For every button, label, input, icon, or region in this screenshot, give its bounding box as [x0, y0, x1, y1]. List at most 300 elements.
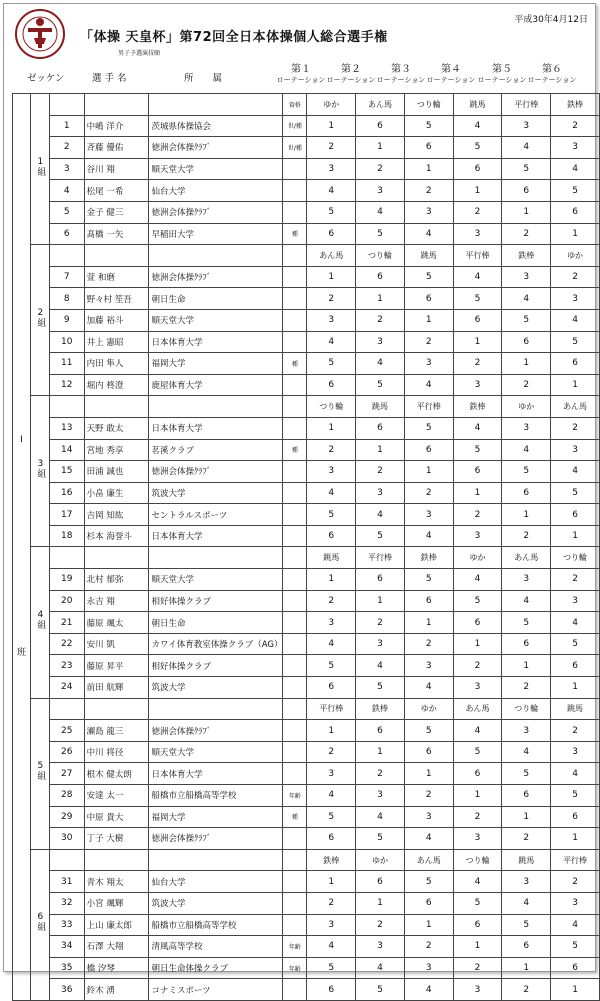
rotation-order: 2 [307, 741, 356, 763]
rotation-sublabel: ローテーション [326, 76, 376, 84]
rotation-order: 3 [404, 957, 453, 979]
athlete-name: 瀬島 龍三 [84, 720, 149, 742]
rotation-order: 3 [307, 309, 356, 331]
qualification: 年齢 [283, 785, 307, 807]
athlete-affiliation: 徳洲会体操ｸﾗﾌﾞ [149, 201, 283, 223]
rotation-order: 3 [404, 201, 453, 223]
bib-number: 1 [49, 115, 84, 137]
rotation-order: 1 [502, 353, 551, 375]
blank-cell [49, 849, 84, 871]
blank-cell [283, 245, 307, 267]
rotation-order: 3 [453, 677, 502, 699]
athlete-name: 井上 憲昭 [84, 331, 149, 353]
affiliation-column-header: 所 属 [184, 73, 223, 84]
athlete-affiliation: 朝日生命 [149, 612, 283, 634]
rotation-order: 2 [453, 957, 502, 979]
qualification [283, 655, 307, 677]
apparatus-label: つり輪 [453, 849, 502, 871]
rotation-order: 1 [453, 180, 502, 202]
rotation-order: 3 [453, 525, 502, 547]
rotation-order: 6 [551, 353, 600, 375]
athlete-affiliation: コナミスポーツ [149, 979, 283, 1001]
apparatus-label: 平行棒 [453, 245, 502, 267]
group-label [30, 245, 49, 396]
rotation-header-4 [426, 64, 476, 86]
rotation-order: 3 [551, 137, 600, 159]
athlete-affiliation: 仙台大学 [149, 180, 283, 202]
rotation-order: 4 [356, 201, 405, 223]
apparatus-label: ゆか [453, 547, 502, 569]
rotation-order: 4 [453, 115, 502, 137]
rotation-order: 1 [356, 288, 405, 310]
rotation-order: 5 [307, 957, 356, 979]
rotation-order: 5 [551, 633, 600, 655]
blank-cell [49, 547, 84, 569]
rotation-order: 5 [502, 914, 551, 936]
qualification [283, 763, 307, 785]
athlete-name: 中原 貴大 [84, 806, 149, 828]
rotation-order: 1 [453, 331, 502, 353]
rotation-order: 6 [551, 201, 600, 223]
rotation-order: 2 [404, 936, 453, 958]
rotation-order: 5 [404, 115, 453, 137]
rotation-order: 1 [356, 590, 405, 612]
rotation-order: 6 [502, 180, 551, 202]
rotation-order: 6 [356, 417, 405, 439]
athlete-row [13, 353, 600, 375]
rotation-order: 1 [551, 223, 600, 245]
rotation-order: 5 [453, 741, 502, 763]
athlete-row [13, 720, 600, 742]
group-label [30, 547, 49, 698]
athlete-name: 中嶋 洋介 [84, 115, 149, 137]
rotation-order: 5 [551, 331, 600, 353]
rotation-order: 1 [307, 266, 356, 288]
athlete-name: 上山 廉太郎 [84, 914, 149, 936]
apparatus-label: 平行棒 [404, 396, 453, 418]
athlete-row [13, 828, 600, 850]
rotation-order: 1 [453, 482, 502, 504]
group-label-text: 4組 [35, 610, 46, 630]
athlete-affiliation: 鹿屋体育大学 [149, 374, 283, 396]
group-event-row [13, 698, 600, 720]
rotation-order: 4 [356, 655, 405, 677]
rotation-order: 6 [356, 115, 405, 137]
athlete-row [13, 914, 600, 936]
group-event-row [13, 245, 600, 267]
qualification: 世/種 [283, 137, 307, 159]
rotation-label: 第５ [492, 64, 512, 75]
athlete-row [13, 892, 600, 914]
athlete-name: 丁子 大樹 [84, 828, 149, 850]
athlete-name: 斉藤 優佑 [84, 137, 149, 159]
han-top-label: Ⅰ [20, 435, 23, 446]
rotation-order: 5 [502, 763, 551, 785]
athlete-row [13, 677, 600, 699]
rotation-order: 6 [453, 309, 502, 331]
bib-number: 2 [49, 137, 84, 159]
rotation-order: 3 [356, 482, 405, 504]
blank-cell [283, 396, 307, 418]
rotation-order: 6 [453, 158, 502, 180]
rotation-order: 3 [551, 892, 600, 914]
rotation-order: 5 [453, 137, 502, 159]
rotation-order: 3 [356, 633, 405, 655]
athlete-affiliation: 日本体育大学 [149, 525, 283, 547]
jga-logo [14, 8, 66, 60]
rotation-order: 3 [307, 158, 356, 180]
rotation-order: 2 [404, 482, 453, 504]
apparatus-label: 跳馬 [404, 245, 453, 267]
rotation-order: 5 [356, 828, 405, 850]
athlete-affiliation: 徳洲会体操ｸﾗﾌﾞ [149, 266, 283, 288]
qualification [283, 201, 307, 223]
bib-number: 18 [49, 525, 84, 547]
rotation-order: 3 [356, 331, 405, 353]
athlete-affiliation: セントラルスポーツ [149, 504, 283, 526]
bib-column-header: ゼッケン [27, 73, 65, 84]
athlete-name: 青木 翔太 [84, 871, 149, 893]
athlete-affiliation: 相好体操クラブ [149, 655, 283, 677]
athlete-row [13, 936, 600, 958]
athlete-name: 堀内 柊澄 [84, 374, 149, 396]
qualification [283, 331, 307, 353]
rotation-order: 4 [307, 180, 356, 202]
rotation-order: 2 [404, 331, 453, 353]
blank-cell [283, 547, 307, 569]
page-title: 「体操 天皇杯」第72回全日本体操個人総合選手権 [80, 30, 388, 45]
blank-cell [84, 94, 149, 116]
rotation-order: 5 [307, 655, 356, 677]
apparatus-label: 鉄棒 [551, 94, 600, 116]
rotation-order: 1 [404, 461, 453, 483]
qualification [283, 871, 307, 893]
qualification [283, 979, 307, 1001]
rotation-order: 5 [356, 374, 405, 396]
rotation-label: 第４ [441, 64, 461, 75]
athlete-row [13, 504, 600, 526]
athlete-name: 吉岡 知紘 [84, 504, 149, 526]
rotation-order: 2 [307, 590, 356, 612]
bib-number: 11 [49, 353, 84, 375]
rotation-order: 5 [356, 223, 405, 245]
bib-number: 34 [49, 936, 84, 958]
rotation-order: 2 [356, 763, 405, 785]
athlete-row [13, 137, 600, 159]
athlete-name: 宮地 秀享 [84, 439, 149, 461]
rotation-order: 1 [404, 914, 453, 936]
rotation-order: 6 [404, 892, 453, 914]
rotation-order: 3 [453, 828, 502, 850]
rotation-order: 1 [551, 677, 600, 699]
apparatus-label: あん馬 [453, 698, 502, 720]
athlete-row [13, 612, 600, 634]
athlete-name: 髙橋 一矢 [84, 223, 149, 245]
rotation-order: 4 [404, 979, 453, 1001]
apparatus-label: 平行棒 [307, 698, 356, 720]
rotation-order: 6 [453, 763, 502, 785]
qualification: 種 [283, 223, 307, 245]
group-label [30, 94, 49, 245]
athlete-row [13, 461, 600, 483]
athlete-affiliation: 福岡大学 [149, 806, 283, 828]
rotation-order: 4 [453, 871, 502, 893]
rotation-order: 2 [453, 655, 502, 677]
athlete-name: 橋 汐琴 [84, 957, 149, 979]
rotation-order: 3 [404, 353, 453, 375]
apparatus-label: 平行棒 [551, 849, 600, 871]
apparatus-label: あん馬 [502, 547, 551, 569]
athlete-row [13, 525, 600, 547]
group-event-row [13, 396, 600, 418]
qualification [283, 288, 307, 310]
rotation-order: 4 [502, 590, 551, 612]
athlete-row [13, 655, 600, 677]
rotation-order: 4 [356, 504, 405, 526]
rotation-order: 5 [356, 979, 405, 1001]
qualification [283, 266, 307, 288]
rotation-order: 2 [453, 504, 502, 526]
rotation-order: 3 [502, 720, 551, 742]
rotation-order: 2 [551, 720, 600, 742]
qualification [283, 504, 307, 526]
athlete-affiliation: 筑波大学 [149, 892, 283, 914]
bib-number: 6 [49, 223, 84, 245]
blank-cell [149, 396, 283, 418]
bib-number: 20 [49, 590, 84, 612]
group-label [30, 396, 49, 547]
blank-cell [283, 849, 307, 871]
athlete-affiliation: 船橋市立船橋高等学校 [149, 785, 283, 807]
rotation-order: 5 [404, 569, 453, 591]
group-label [30, 698, 49, 849]
apparatus-label: 平行棒 [356, 547, 405, 569]
rotation-order: 2 [307, 137, 356, 159]
athlete-row [13, 417, 600, 439]
blank-cell [49, 245, 84, 267]
rotation-order: 4 [404, 223, 453, 245]
bib-number: 32 [49, 892, 84, 914]
group-label-text: 1組 [35, 156, 46, 176]
apparatus-label: 跳馬 [307, 547, 356, 569]
athlete-name: 安川 凱 [84, 633, 149, 655]
rotation-order: 1 [551, 525, 600, 547]
group-label-text: 3組 [35, 458, 46, 478]
qualification: 種 [283, 353, 307, 375]
rotation-order: 5 [551, 936, 600, 958]
qualification [283, 461, 307, 483]
rotation-order: 3 [551, 590, 600, 612]
rotation-label: 第６ [542, 64, 562, 75]
han-column [13, 94, 31, 1001]
athlete-name: 金子 健三 [84, 201, 149, 223]
athlete-affiliation: 相好体操クラブ [149, 590, 283, 612]
rotation-order: 6 [453, 461, 502, 483]
bib-number: 7 [49, 266, 84, 288]
rotation-order: 5 [453, 590, 502, 612]
athlete-name: 杉本 海誉斗 [84, 525, 149, 547]
rotation-sublabel: ローテーション [276, 76, 326, 84]
athlete-affiliation: 清風高等学校 [149, 936, 283, 958]
rotation-order: 4 [453, 720, 502, 742]
rotation-sublabel: ローテーション [376, 76, 426, 84]
rotation-order: 1 [307, 720, 356, 742]
rotation-order: 5 [502, 461, 551, 483]
blank-cell [149, 94, 283, 116]
qualification [283, 720, 307, 742]
rotation-order: 6 [404, 288, 453, 310]
qualification [283, 525, 307, 547]
rotation-order: 3 [404, 806, 453, 828]
qualification [283, 417, 307, 439]
athlete-row [13, 374, 600, 396]
rotation-order: 2 [307, 892, 356, 914]
rotation-order: 6 [502, 331, 551, 353]
rotation-order: 3 [502, 266, 551, 288]
rotation-order: 2 [502, 677, 551, 699]
apparatus-label: 鉄棒 [502, 245, 551, 267]
rotation-order: 1 [356, 439, 405, 461]
rotation-order: 1 [404, 612, 453, 634]
rotation-order: 6 [307, 677, 356, 699]
athlete-affiliation: 早稲田大学 [149, 223, 283, 245]
rotation-label: 第２ [341, 64, 361, 75]
rotation-order: 1 [551, 828, 600, 850]
rotation-order: 3 [551, 439, 600, 461]
qualification [283, 158, 307, 180]
athlete-row [13, 785, 600, 807]
rotation-order: 4 [404, 677, 453, 699]
bib-number: 9 [49, 309, 84, 331]
blank-cell [283, 698, 307, 720]
rotation-order: 3 [307, 914, 356, 936]
rotation-order: 4 [551, 461, 600, 483]
rotation-sublabel: ローテーション [477, 76, 527, 84]
rotation-order: 2 [404, 785, 453, 807]
bib-number: 31 [49, 871, 84, 893]
rotation-order: 2 [307, 288, 356, 310]
rotation-order: 5 [404, 871, 453, 893]
bib-number: 19 [49, 569, 84, 591]
athlete-affiliation: 福岡大学 [149, 353, 283, 375]
rotation-order: 5 [404, 720, 453, 742]
apparatus-label: あん馬 [307, 245, 356, 267]
rotation-order: 6 [356, 871, 405, 893]
apparatus-label: 鉄棒 [404, 547, 453, 569]
apparatus-label: あん馬 [356, 94, 405, 116]
rotation-order: 4 [502, 288, 551, 310]
rotation-order: 3 [307, 763, 356, 785]
qualification [283, 180, 307, 202]
bib-number: 15 [49, 461, 84, 483]
apparatus-label: 平行棒 [502, 94, 551, 116]
rotation-order: 2 [356, 158, 405, 180]
rotation-order: 1 [502, 655, 551, 677]
blank-cell [49, 698, 84, 720]
han-bottom-label: 班 [16, 648, 26, 659]
bib-number: 14 [49, 439, 84, 461]
apparatus-label: ゆか [502, 396, 551, 418]
rotation-order: 5 [453, 288, 502, 310]
athlete-name: 松尾 一希 [84, 180, 149, 202]
rotation-order: 2 [404, 180, 453, 202]
blank-cell [84, 698, 149, 720]
bib-number: 21 [49, 612, 84, 634]
qualification: 年齢 [283, 957, 307, 979]
apparatus-label: ゆか [356, 849, 405, 871]
rotation-order: 4 [307, 936, 356, 958]
rotation-order: 2 [551, 266, 600, 288]
athlete-row [13, 590, 600, 612]
rotation-order: 5 [502, 612, 551, 634]
page-subtitle: 男子予選演技順 [118, 50, 161, 57]
athlete-row [13, 482, 600, 504]
rotation-header-5 [477, 64, 527, 86]
apparatus-label: 鉄棒 [356, 698, 405, 720]
rotation-order: 2 [502, 979, 551, 1001]
athlete-affiliation: 徳洲会体操ｸﾗﾌﾞ [149, 461, 283, 483]
athlete-affiliation: 朝日生命 [149, 288, 283, 310]
athlete-name: 田浦 誠也 [84, 461, 149, 483]
rotation-order: 6 [307, 828, 356, 850]
rotation-order: 4 [453, 417, 502, 439]
rotation-order: 4 [551, 914, 600, 936]
rotation-order: 6 [551, 655, 600, 677]
rotation-order: 1 [356, 892, 405, 914]
rotation-order: 6 [356, 720, 405, 742]
rotation-order: 2 [356, 309, 405, 331]
athlete-row [13, 288, 600, 310]
athlete-row [13, 633, 600, 655]
rotation-order: 3 [551, 288, 600, 310]
athlete-name: 谷川 翔 [84, 158, 149, 180]
rotation-order: 6 [551, 806, 600, 828]
rotation-order: 1 [404, 309, 453, 331]
athlete-affiliation: 筑波大学 [149, 677, 283, 699]
group-label-text: 2組 [35, 307, 46, 327]
bib-number: 36 [49, 979, 84, 1001]
athlete-name: 藤原 昇平 [84, 655, 149, 677]
rotation-order: 1 [502, 957, 551, 979]
rotation-order: 6 [453, 612, 502, 634]
rotation-order: 4 [502, 741, 551, 763]
athlete-row [13, 741, 600, 763]
rotation-order: 5 [356, 677, 405, 699]
athlete-row [13, 331, 600, 353]
athlete-row [13, 223, 600, 245]
rotation-order: 5 [307, 806, 356, 828]
rotation-order: 4 [404, 525, 453, 547]
rotation-order: 3 [502, 569, 551, 591]
rotation-order: 4 [502, 892, 551, 914]
athlete-name: 藤原 颯太 [84, 612, 149, 634]
rotation-label: 第３ [391, 64, 411, 75]
rotation-order: 1 [404, 763, 453, 785]
athlete-affiliation: カワイ体育教室体操クラブ（AG） [149, 633, 283, 655]
rotation-order: 6 [307, 223, 356, 245]
rotation-order: 4 [307, 331, 356, 353]
bib-number: 30 [49, 828, 84, 850]
rotation-header-1 [276, 64, 326, 86]
apparatus-label: 鉄棒 [453, 396, 502, 418]
rotation-order: 5 [551, 785, 600, 807]
bib-number: 27 [49, 763, 84, 785]
rotation-order: 5 [551, 180, 600, 202]
rotation-order: 1 [502, 806, 551, 828]
rotation-order: 6 [453, 914, 502, 936]
athlete-name: 天野 敢太 [84, 417, 149, 439]
rotation-order: 2 [502, 525, 551, 547]
